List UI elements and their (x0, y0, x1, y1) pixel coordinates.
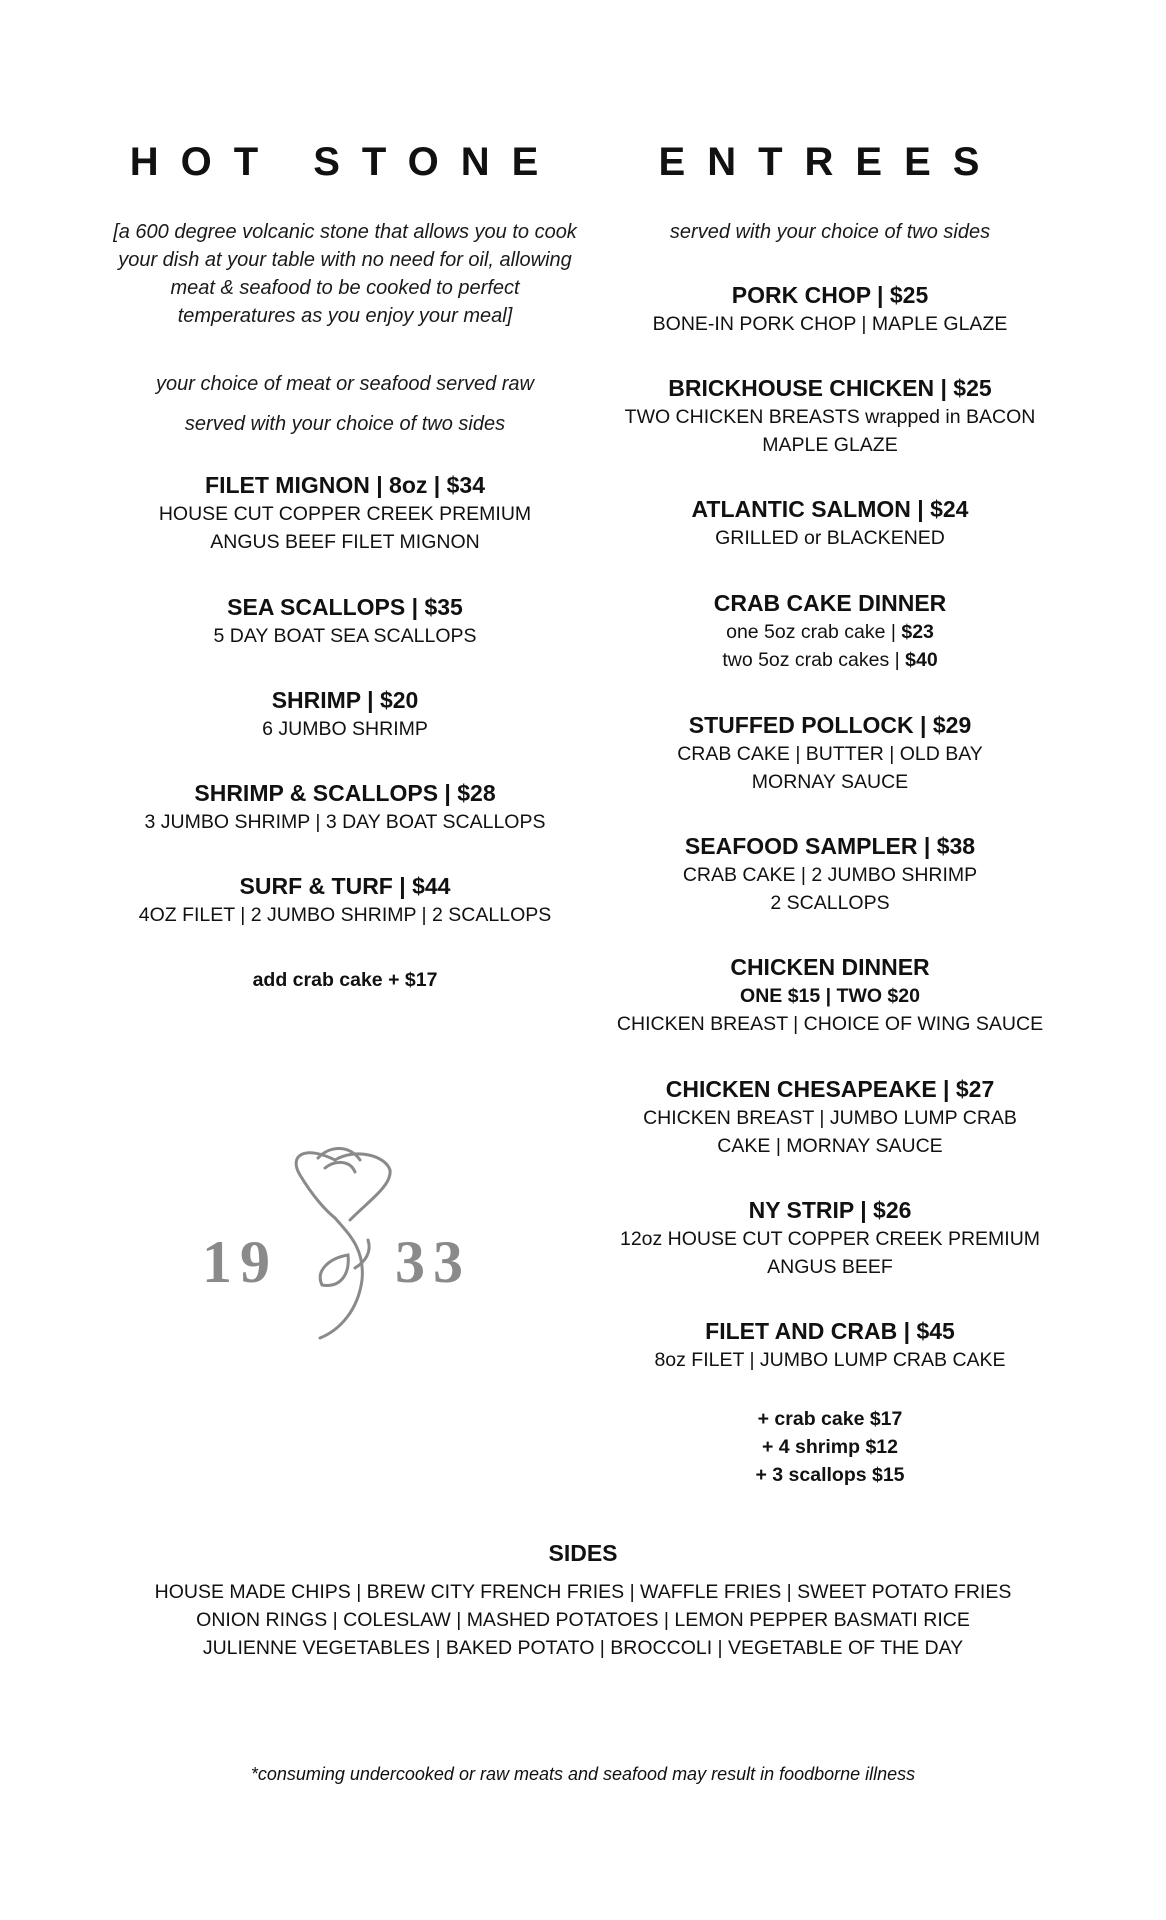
item-name: STUFFED POLLOCK | $29 (688, 712, 972, 738)
item-desc: HOUSE CUT COPPER CREEK PREMIUM (158, 503, 532, 525)
logo-year-right: 33 (395, 1229, 471, 1295)
menu-item (600, 831, 1060, 917)
option-price: $23 (901, 621, 934, 643)
logo-1933 (200, 1140, 490, 1340)
item-name: ATLANTIC SALMON | $24 (691, 496, 969, 522)
item-name: SEA SCALLOPS | $35 (227, 594, 463, 620)
option-text: one 5oz crab cake | (726, 621, 902, 643)
hot-stone-description: [a 600 degree volcanic stone that allows you to cook your dish at your table with no need for oil, allowing meat & seafood to be cooked to perfect temperatures as you enjoy your meal] (113, 221, 577, 327)
sides-line: ONION RINGS | COLESLAW | MASHED POTATOES | LEMON PEPPER BASMATI RICE (196, 1609, 970, 1631)
menu-item (600, 1074, 1060, 1160)
menu-item (110, 592, 580, 650)
rose-logo-icon (200, 1140, 490, 1340)
menu-item (110, 470, 580, 556)
item-name: CHICKEN CHESAPEAKE | $27 (665, 1076, 995, 1102)
item-desc: ANGUS BEEF FILET MIGNON (210, 531, 480, 553)
menu-item (600, 494, 1060, 552)
section-heading-entrees: ENTREES (658, 140, 1002, 184)
item-option (600, 618, 1060, 646)
add-crab-cake-note: add crab cake + $17 (252, 969, 438, 991)
item-desc: CRAB CAKE | BUTTER | OLD BAY (677, 743, 983, 765)
menu-item (600, 952, 1060, 1038)
addon-item: + crab cake $17 (757, 1408, 903, 1430)
entrees-note-sides: served with your choice of two sides (669, 221, 991, 243)
menu-item (110, 778, 580, 836)
item-desc: 3 JUMBO SHRIMP | 3 DAY BOAT SCALLOPS (144, 811, 546, 833)
hot-stone-note-sides: served with your choice of two sides (184, 413, 506, 435)
menu-item (110, 685, 580, 743)
item-desc: BONE-IN PORK CHOP | MAPLE GLAZE (652, 313, 1008, 335)
item-name: SEAFOOD SAMPLER | $38 (684, 833, 976, 859)
entree-addons (600, 1405, 1060, 1489)
item-name: SHRIMP | $20 (271, 687, 419, 713)
menu-item (600, 280, 1060, 338)
section-heading-hot-stone: HOT STONE (129, 140, 561, 184)
item-option (600, 646, 1060, 674)
item-desc: CRAB CAKE | 2 JUMBO SHRIMP (682, 864, 978, 886)
item-desc: ANGUS BEEF (767, 1256, 893, 1278)
item-desc: 12oz HOUSE CUT COPPER CREEK PREMIUM (619, 1228, 1041, 1250)
item-desc: CHICKEN BREAST | CHOICE OF WING SAUCE (616, 1013, 1044, 1035)
item-desc: GRILLED or BLACKENED (715, 527, 945, 549)
menu-item (600, 1316, 1060, 1374)
menu-item (110, 871, 580, 929)
item-desc: CHICKEN BREAST | JUMBO LUMP CRAB (643, 1107, 1017, 1129)
item-desc: 2 SCALLOPS (770, 892, 890, 914)
addon-item: + 3 scallops $15 (755, 1464, 905, 1486)
sides-section (0, 1538, 1166, 1662)
menu-item (600, 1195, 1060, 1281)
item-name: FILET AND CRAB | $45 (705, 1318, 955, 1344)
menu-item (600, 710, 1060, 796)
item-desc: TWO CHICKEN BREASTS wrapped in BACON (624, 406, 1036, 428)
food-safety-disclaimer: *consuming undercooked or raw meats and seafood may result in foodborne illness (250, 1764, 916, 1784)
item-desc: CAKE | MORNAY SAUCE (717, 1135, 943, 1157)
addon-item: + 4 shrimp $12 (761, 1436, 899, 1458)
menu-item (600, 588, 1060, 674)
item-name: PORK CHOP | $25 (731, 282, 929, 308)
logo-year-left: 19 (202, 1229, 278, 1295)
item-name: SHRIMP & SCALLOPS | $28 (194, 780, 496, 806)
option-text: two 5oz crab cakes | (722, 649, 906, 671)
sides-line: HOUSE MADE CHIPS | BREW CITY FRENCH FRIES | WAFFLE FRIES | SWEET POTATO FRIES (154, 1581, 1012, 1603)
sides-title: SIDES (548, 1540, 618, 1566)
item-desc: MAPLE GLAZE (762, 434, 898, 456)
item-desc: MORNAY SAUCE (751, 771, 909, 793)
sides-line: JULIENNE VEGETABLES | BAKED POTATO | BROCCOLI | VEGETABLE OF THE DAY (202, 1637, 964, 1659)
item-subprice: ONE $15 | TWO $20 (740, 985, 920, 1007)
item-name: BRICKHOUSE CHICKEN | $25 (668, 375, 992, 401)
menu-item (600, 373, 1060, 459)
item-name: CRAB CAKE DINNER (713, 590, 947, 616)
item-desc: 4OZ FILET | 2 JUMBO SHRIMP | 2 SCALLOPS (138, 904, 552, 926)
hot-stone-note-raw: your choice of meat or seafood served raw (156, 373, 534, 395)
item-name: SURF & TURF | $44 (239, 873, 451, 899)
option-price: $40 (905, 649, 938, 671)
item-name: CHICKEN DINNER (730, 954, 930, 980)
item-name: FILET MIGNON | 8oz | $34 (205, 472, 485, 498)
item-desc: 8oz FILET | JUMBO LUMP CRAB CAKE (654, 1349, 1006, 1371)
item-name: NY STRIP | $26 (748, 1197, 912, 1223)
item-desc: 6 JUMBO SHRIMP (262, 718, 428, 740)
item-desc: 5 DAY BOAT SEA SCALLOPS (213, 625, 477, 647)
